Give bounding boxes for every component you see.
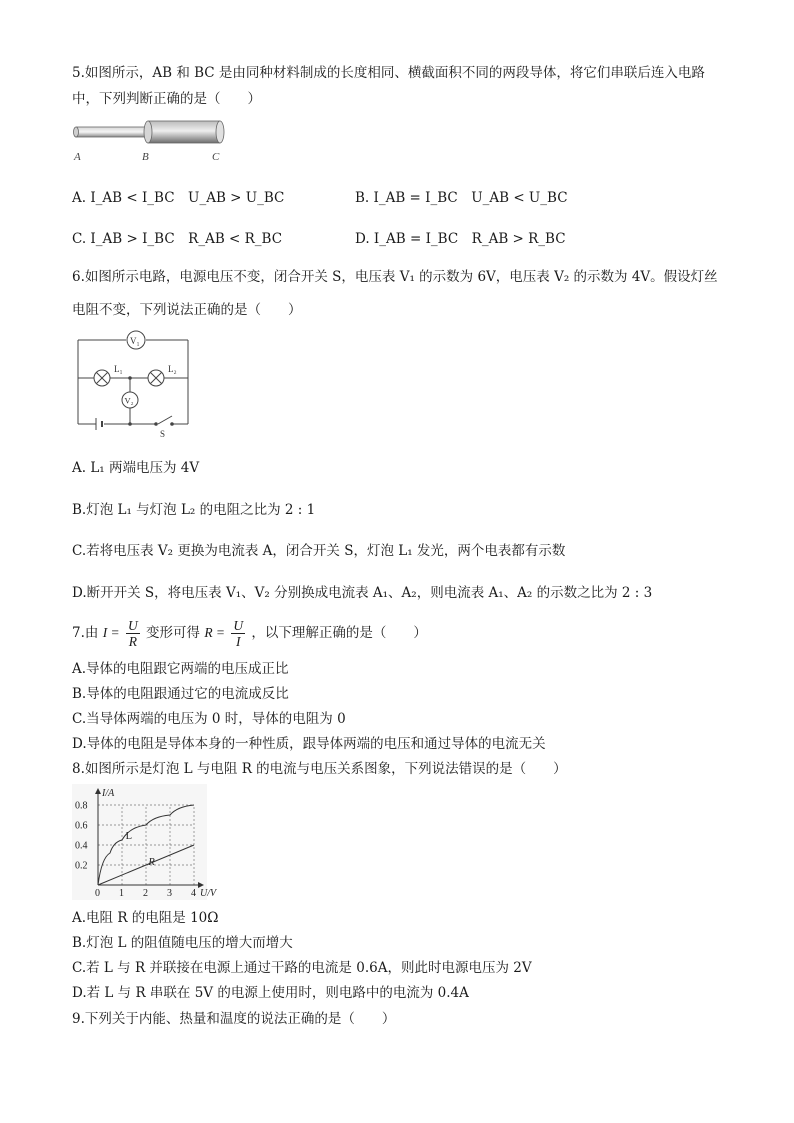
x-axis-label: U/V (200, 888, 217, 899)
conductor-figure (72, 118, 232, 166)
x-tick-label: 0 (95, 888, 100, 899)
series-label-l: L (125, 831, 133, 842)
label-a: A (74, 151, 81, 163)
q6-option-a: A. L₁ 两端电压为 4V (72, 460, 200, 476)
label-c: C (212, 151, 220, 163)
x-tick-label: 3 (167, 888, 172, 899)
q6-option-c: C.若将电压表 V₂ 更换为电流表 A，闭合开关 S，灯泡 L₁ 发光，两个电表都有示数 (72, 543, 566, 559)
q5-stem-line1: 5.如图所示，AB 和 BC 是由同种材料制成的长度相同、横截面积不同的两段导体，将它们串联后连入电路 (72, 65, 705, 81)
q6-option-b: B.灯泡 L₁ 与灯泡 L₂ 的电阻之比为 2 : 1 (72, 502, 316, 518)
q8-stem: 8.如图所示是灯泡 L 与电阻 R 的电流与电压关系图象，下列说法错误的是（ ） (72, 761, 567, 777)
y-tick-label: 0.4 (75, 840, 88, 852)
y-tick-label: 0.6 (75, 820, 88, 832)
x-tick-label: 4 (191, 888, 196, 899)
y-axis-label: I/A (102, 788, 115, 799)
thin-conductor-ab (76, 127, 148, 137)
thick-conductor-bc (148, 121, 220, 143)
q5-stem-line2: 中，下列判断正确的是（ ） (72, 91, 261, 107)
q5-option-b: B. I_AB = I_BC U_AB < U_BC (355, 190, 568, 206)
y-tick-label: 0.8 (75, 800, 88, 812)
series-label-r: R (148, 857, 155, 868)
svg-text:L₁: L₁ (114, 364, 123, 374)
fraction-u-over-i: $\frac{U}{I}$ (233, 618, 244, 649)
q8-option-a: A.电阻 R 的电阻是 10Ω (72, 910, 219, 926)
iv-graph (72, 784, 217, 900)
q8-option-b: B.灯泡 L 的阻值随电压的增大而增大 (72, 935, 293, 951)
q7-option-c: C.当导体两端的电压为 0 时，导体的电阻为 0 (72, 711, 346, 727)
y-tick-label: 0.2 (75, 860, 88, 872)
q5-option-d: D. I_AB = I_BC R_AB > R_BC (355, 231, 566, 247)
fraction-u-over-r: $\frac{U}{R}$ (127, 618, 138, 649)
q7-option-b: B.导体的电阻跟通过它的电流成反比 (72, 686, 289, 702)
q8-option-d: D.若 L 与 R 串联在 5V 的电源上使用时，则电路中的电流为 0.4A (72, 985, 469, 1001)
x-tick-label: 1 (119, 888, 124, 899)
q7-option-a: A.导体的电阻跟它两端的电压成正比 (72, 661, 289, 677)
label-b: B (142, 151, 149, 163)
svg-text:V₁: V₁ (130, 336, 140, 346)
q7-stem: 7.由 I = $\frac{U}{R}$ 变形可得 R = $\frac{U}{I}$ ，以下理解正确的是（ ） (72, 618, 427, 649)
switch-blade (158, 416, 172, 424)
switch-label: S (160, 429, 166, 439)
q6-stem-line1: 6.如图所示电路，电源电压不变，闭合开关 S，电压表 V₁ 的示数为 6V，电压表 V₂ 的示数为 4V。假设灯丝 (72, 269, 718, 285)
q8-option-c: C.若 L 与 R 并联接在电源上通过干路的电流是 0.6A，则此时电源电压为 2V (72, 960, 532, 976)
q6-option-d: D.断开开关 S，将电压表 V₁、V₂ 分别换成电流表 A₁、A₂，则电流表 A₁、A₂ 的示数之比为 2 : 3 (72, 585, 653, 601)
q5-option-c: C. I_AB > I_BC R_AB < R_BC (72, 231, 283, 247)
q5-option-a: A. I_AB < I_BC U_AB > U_BC (72, 190, 285, 206)
q7-option-d: D.导体的电阻是导体本身的一种性质，跟导体两端的电压和通过导体的电流无关 (72, 736, 546, 752)
svg-text:L₂: L₂ (168, 364, 177, 374)
q9-stem: 9.下列关于内能、热量和温度的说法正确的是（ ） (72, 1011, 396, 1027)
circuit-diagram (72, 326, 197, 438)
q6-stem-line2: 电阻不变，下列说法正确的是（ ） (72, 302, 302, 318)
svg-text:V₂: V₂ (124, 395, 134, 406)
x-tick-label: 2 (143, 888, 148, 899)
